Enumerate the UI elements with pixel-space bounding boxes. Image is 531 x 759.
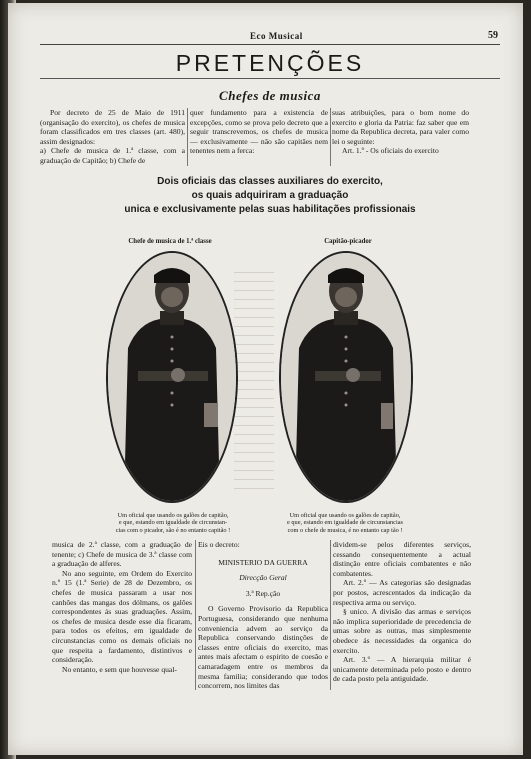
paragraph: Art. 2.º — As categorias são designadas por postos, acrescentados da indicação da respectiva arma ou serviço. xyxy=(333,578,471,607)
column-divider xyxy=(187,108,188,166)
page-header xyxy=(40,30,500,45)
portrait-oval-left xyxy=(106,251,238,503)
caption-line: e que, estando em igualdade de circunstan- xyxy=(118,519,228,527)
title-rule xyxy=(40,78,500,79)
caption-line: com o chefe de musica, é no entanto cap tão ! xyxy=(287,526,403,534)
caption-line: Um oficial que usando os galões de capitão, xyxy=(117,512,229,519)
paragraph: a) Chefe de musica de 1.ª classe, com a graduação de Capitão; b) Chefe de xyxy=(40,146,185,165)
intro-column-2 xyxy=(190,108,328,156)
paragraph: Art. 1.º - Os oficiais do exercito xyxy=(342,146,439,156)
paragraph: O Governo Provisorio da Republica Portuguesa, considerando que nenhuma conveniencia advem ao serviço da Republica conservando distinções de classes entre oficiais do exercito, mas antes mais afectam o espirito de coesão e camaradagem entre os membros da mesma familia; considerando que todos concorrem, nos limites das xyxy=(198,604,328,691)
paragraph: Por decreto de 25 de Maio de 1911 (organisação do exercito), os chefes de musica foram classificados em tres classes (art. 480), assim designados: xyxy=(40,108,185,146)
portrait-oval-right xyxy=(279,251,413,503)
paragraph: No entanto, e sem que houvesse qual- xyxy=(62,664,177,674)
paragraph: suas atribuições, para o bom nome do exercito e gloria da Patria: faz saber que em nome da Republica decreta, para valer como lei o seguinte: xyxy=(332,108,469,146)
column-divider xyxy=(330,108,331,166)
column-divider xyxy=(330,540,331,690)
page-number: 59 xyxy=(488,30,498,41)
officer-portrait-left xyxy=(108,253,236,501)
bottom-column-2 xyxy=(198,540,328,691)
paragraph: dividem-se pelos diferentes serviços, cessando consequentemente a actual distinção entre oficiais combatentes e não combatentes. xyxy=(333,540,471,578)
officer-portrait-right xyxy=(281,253,411,501)
column-divider xyxy=(195,540,196,690)
section-heading-line-3: unica e exclusivamente pelas suas habilitações profissionais xyxy=(124,204,416,215)
page-title: PRETENÇÕES xyxy=(175,50,365,76)
bottom-column-3 xyxy=(333,540,471,684)
ministry-name: MINISTERIO DA GUERRA xyxy=(218,557,308,567)
intro-column-3 xyxy=(332,108,469,156)
intro-column-1 xyxy=(40,108,185,166)
background-text-ghost xyxy=(234,272,274,492)
caption-line: cias com o picador, são é no entanto capitão ! xyxy=(115,526,231,534)
paragraph: quer fundamento para a existencia de excepções, como se prova pelo decreto que a seguir transcrevemos, os chefes de musica — exclusivamente — não são capitães nem tenentes nem a ferca: xyxy=(190,108,328,156)
caption-line: e que, estando em igualdade de circunstancias xyxy=(287,519,403,527)
direction-name: Direcção Geral xyxy=(239,573,287,583)
caption-line: Um oficial que usando os galões de capitão, xyxy=(289,512,401,519)
photo-label-left: Chefe de musica de 1.ª classe xyxy=(128,238,212,245)
photo-caption-left xyxy=(98,512,248,534)
repartition-name: 3.ª Rep.ção xyxy=(245,588,281,598)
photo-caption-right xyxy=(270,512,420,534)
paragraph: § unico. A divisão das armas e serviços não implica superioridade de precedencia de umas sobre as outras, mas simplesmente obedece ás necessidades da organica do exercito. xyxy=(333,607,471,655)
photo-label-right: Capitão-picador xyxy=(324,238,372,245)
section-heading-line-1: Dois oficiais das classes auxiliares do exercito, xyxy=(157,176,383,187)
section-heading-line-2: os quais adquiriram a graduação xyxy=(191,190,349,201)
paragraph: Eis o decreto: xyxy=(198,540,240,549)
paragraph: musica de 2.ª classe, com a graduação de tenente; c) Chefe de musica de 3.ª classe com a graduação de alferes. xyxy=(52,540,192,569)
bottom-column-1 xyxy=(52,540,192,674)
paragraph: Art. 3.º — A hierarquia militar é unicamente determinada pelo posto e dentro de cada posto pela antiguidade. xyxy=(333,655,471,684)
paragraph: No ano seguinte, em Ordem do Exercito n.º 15 (1.ª Serie) de 28 de Dezembro, os chefes de musica passaram a usar nos canhões das mangas dos dólmans, os galões correspondentes ás suas graduações. Assim, os chefes de musica desde esse dia ficaram, para todos os efeitos, em igualdade de circunstancias como os demais oficiais no que respeita a fardamento, distintivos e consideração. xyxy=(52,568,192,665)
article-subtitle: Chefes de musica xyxy=(219,88,321,103)
publication-name: Eco Musical xyxy=(250,31,303,41)
